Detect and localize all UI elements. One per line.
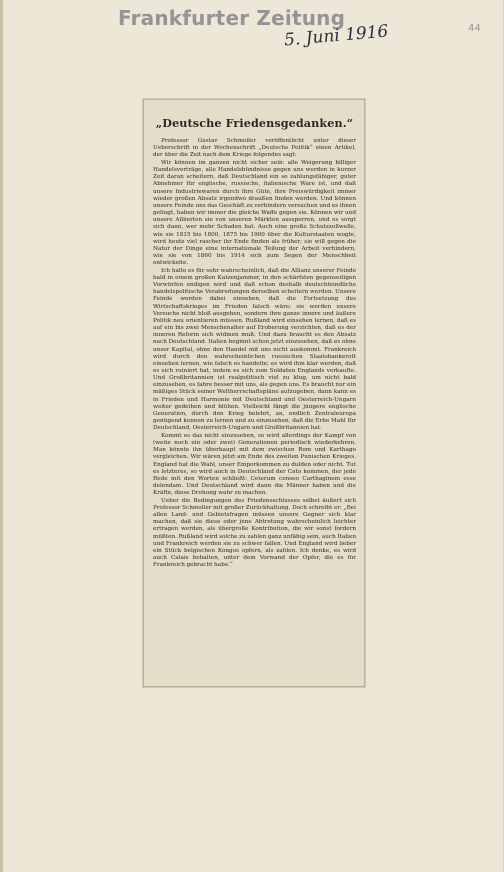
handwritten-date: 5. Juni 1916 bbox=[283, 21, 390, 51]
newspaper-clipping bbox=[143, 99, 365, 687]
article-paragraph: Professor Gustav Schmoller veröffentlicht unter dieser Ueberschrift in der Wochenschrift „Deutsche Politik“ einen Artikel, der über die Zeit nach dem Kriege folgendes sagt: bbox=[153, 138, 356, 159]
newspaper-stamp: Frankfurter Zeitung bbox=[118, 6, 346, 30]
article-paragraph: Ueber die Bedingungen des Friedensschlusses selbst äußert sich Professor Schmoller mit großer Zurückhaltung. Doch schreibt er: „Bei allen Land- und Gebietsfragen müssen unsere Gegner sich klar machen, daß sie diese oder jene Abtretung wahrscheinlich leichter ertragen werden, als übergroße Kontribution, die wir sonst fordern müßten. Rußland wird solche zu zahlen ganz unfähig sein, auch Italien und Frankreich werden sie zu schwer fallen. Und England wird lieber ein Stück belgischen Kongos opfern, als zahlen. Ich denke, es wird auch Calais behalten, unter dem Vorwand der Opfer, die es für Frankreich gebracht habe.“ bbox=[153, 497, 356, 569]
article-headline: „Deutsche Friedensgedanken.“ bbox=[155, 116, 354, 130]
article-paragraph: Kommt es das nicht einzusehen, so wird allerdings der Kampf von (weite noch ein oder zwei) Generationen periodisch wiederkehren. Man könnte ihn überhaupt mit dem zwischen Rom und Karthago vergleichen. Wir wären jetzt am Ende des zweiten Punischen Krieges. England hat die Wahl, unser Emporkommen zu dulden oder nicht. Tut es letzteres, so wird auch in Deutschland der Cato kommen, der jede Rede mit den Worten schließt: Ceterum censeo Carthaginem esse delendam. Und Deutschland wird dann die Männer haben und die Kräfte, diese Drohung wahr zu machen. bbox=[153, 432, 356, 497]
page-number: 44 bbox=[468, 23, 481, 34]
article-paragraph: Wir können im ganzen nicht sicher sein: alle Weigerung billiger Handelsverträge, alle Handelsbündnisse gegen uns werden in kurzer Zeit daran scheitern, daß Deutschland ein so zahlungsfähiger, guter Abnehmer für englische, russische, italienische Ware ist, und daß unsere Industriewaren durch ihre Güte, ihre Preiswürdigkeit immer wieder großen Absatz irgendwo draußen finden werden. Und können unsere Feinde uns das Geschäft zu verhindern versuchen und es ihnen gelingt, haben wir immer die gleiche Waffe gegen sie. Können wir und unsere Alliierten sie von unseren Märkten aussperren, und es sorgt sich dann, wer mehr Schaden hat. Auch eine große Schutzzollwelle, wie sie 1815 bis 1800, 1875 bis 1900 über die Kulturstaaten wogte, wird heute viel rascher ihr Ende finden als früher; sie will gegen die Natur der Dinge eine internationale Teilung der Arbeit verhindern, wie sie von 1860 bis 1914 sich zum Segen der Menschheit entwickelte. bbox=[153, 159, 356, 267]
article-paragraph: Ich halte es für sehr wahrscheinlich, daß die Allianz unserer Feinde bald in einem großen Katzenjammer, in den schärfsten gegenseitigen Vorwürfen endigen wird und daß schon deshalb deutschfeindliche handelspolitische Verabredungen derselben scheitern werden. Unsere Feinde werden dabei einsehen, daß die Fortsetzung des Wirtschaftskrieges im Frieden falsch wäre; sie werden unsere Versuche nicht bloß ausgeben, sondern ihre ganze innere und äußere Politik neu orientieren müssen. Rußland wird einsehen lernen, daß es auf ein bis zwei Menschenalter auf Eroberung verzichten, daß es der inneren Reform sich widmen muß. Und dazu braucht es den Absatz nach Deutschland. Italien beginnt schon jetzt einzusehen, daß es ohne unser Kapital, ohne den Handel mit uns nicht auskommt. Frankreich wird durch den wahrscheinlichen russischen Staatsbankerott einsehen lernen, wie falsch es handelte; es wird ihm klar werden, daß es sich ruiniert hat, indem es sich zum Soldaten Englands verkaufte. Und Großbritannien ist realpolitisch viel zu klug, um nicht bald einzusehen, es fahre besser mit uns, als gegen uns. Es braucht nur ein mäßiges Stück seiner Weltherrschaftspläne aufzugeben, dann kann es in Frieden und Harmonie mit Deutschland und Oesterreich-Ungarn weiter gedeihen und blühen. Vielleicht fängt die jüngere englische Generation, durch den Krieg belehrt, an, endlich Zentraleuropa genügend kennen zu lernen und zu einzusehen, daß die Erbe Mahl für Deutschland, Oesterreich-Ungarn und Großbritannien hat. bbox=[153, 267, 356, 432]
sheet-left-edge bbox=[0, 0, 3, 872]
